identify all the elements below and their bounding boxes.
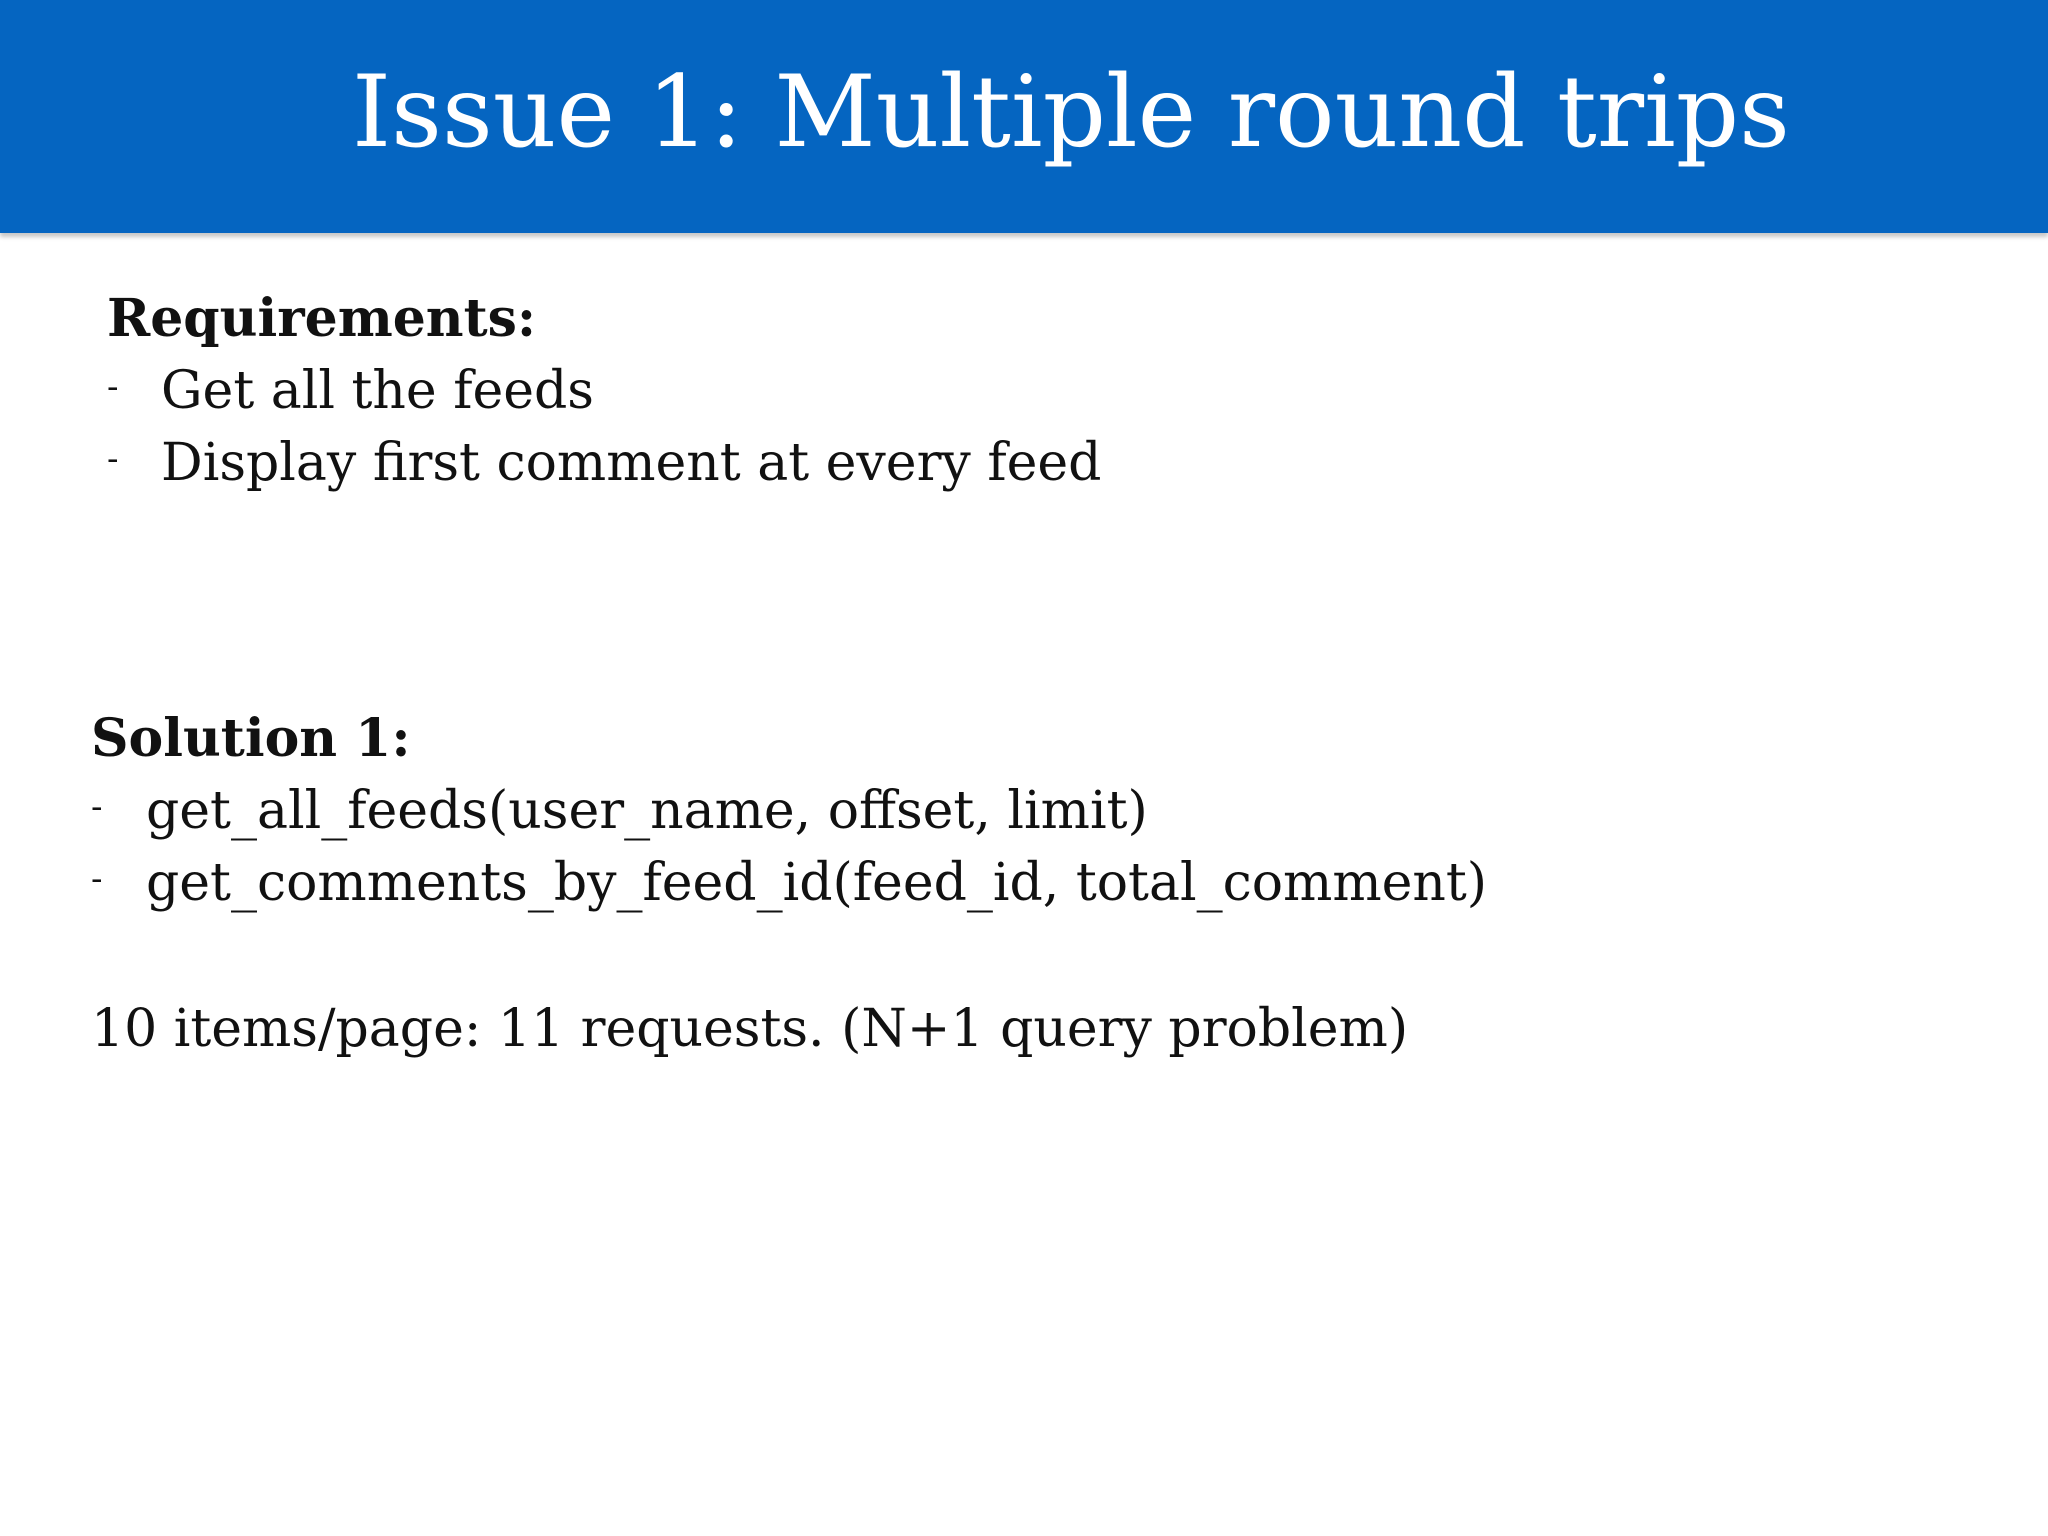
solution-heading: Solution 1: — [91, 708, 411, 769]
solution-section — [91, 703, 1591, 919]
requirement-text: Get all the feeds — [161, 361, 594, 421]
slide-title: Issue 1: Multiple round trips — [352, 55, 1790, 170]
bullet-dash: - — [107, 439, 119, 479]
solution-text: get_comments_by_feed_id(feed_id, total_comment) — [146, 853, 1488, 913]
bullet-dash: - — [107, 367, 119, 407]
requirements-section — [107, 283, 1407, 499]
solution-text: get_all_feeds(user_name, offset, limit) — [146, 781, 1148, 841]
solution-item — [91, 775, 1591, 847]
requirement-item — [107, 355, 1407, 427]
title-bar — [0, 0, 2048, 233]
requirements-list — [107, 355, 1407, 499]
bullet-dash: - — [91, 787, 103, 827]
requirement-text: Display first comment at every feed — [161, 433, 1102, 493]
requirement-item — [107, 427, 1407, 499]
solution-list — [91, 775, 1591, 919]
requirements-heading: Requirements: — [107, 288, 537, 349]
requests-note: 10 items/page: 11 requests. (N+1 query problem) — [91, 999, 1409, 1059]
solution-item — [91, 847, 1591, 919]
bullet-dash: - — [91, 859, 103, 899]
